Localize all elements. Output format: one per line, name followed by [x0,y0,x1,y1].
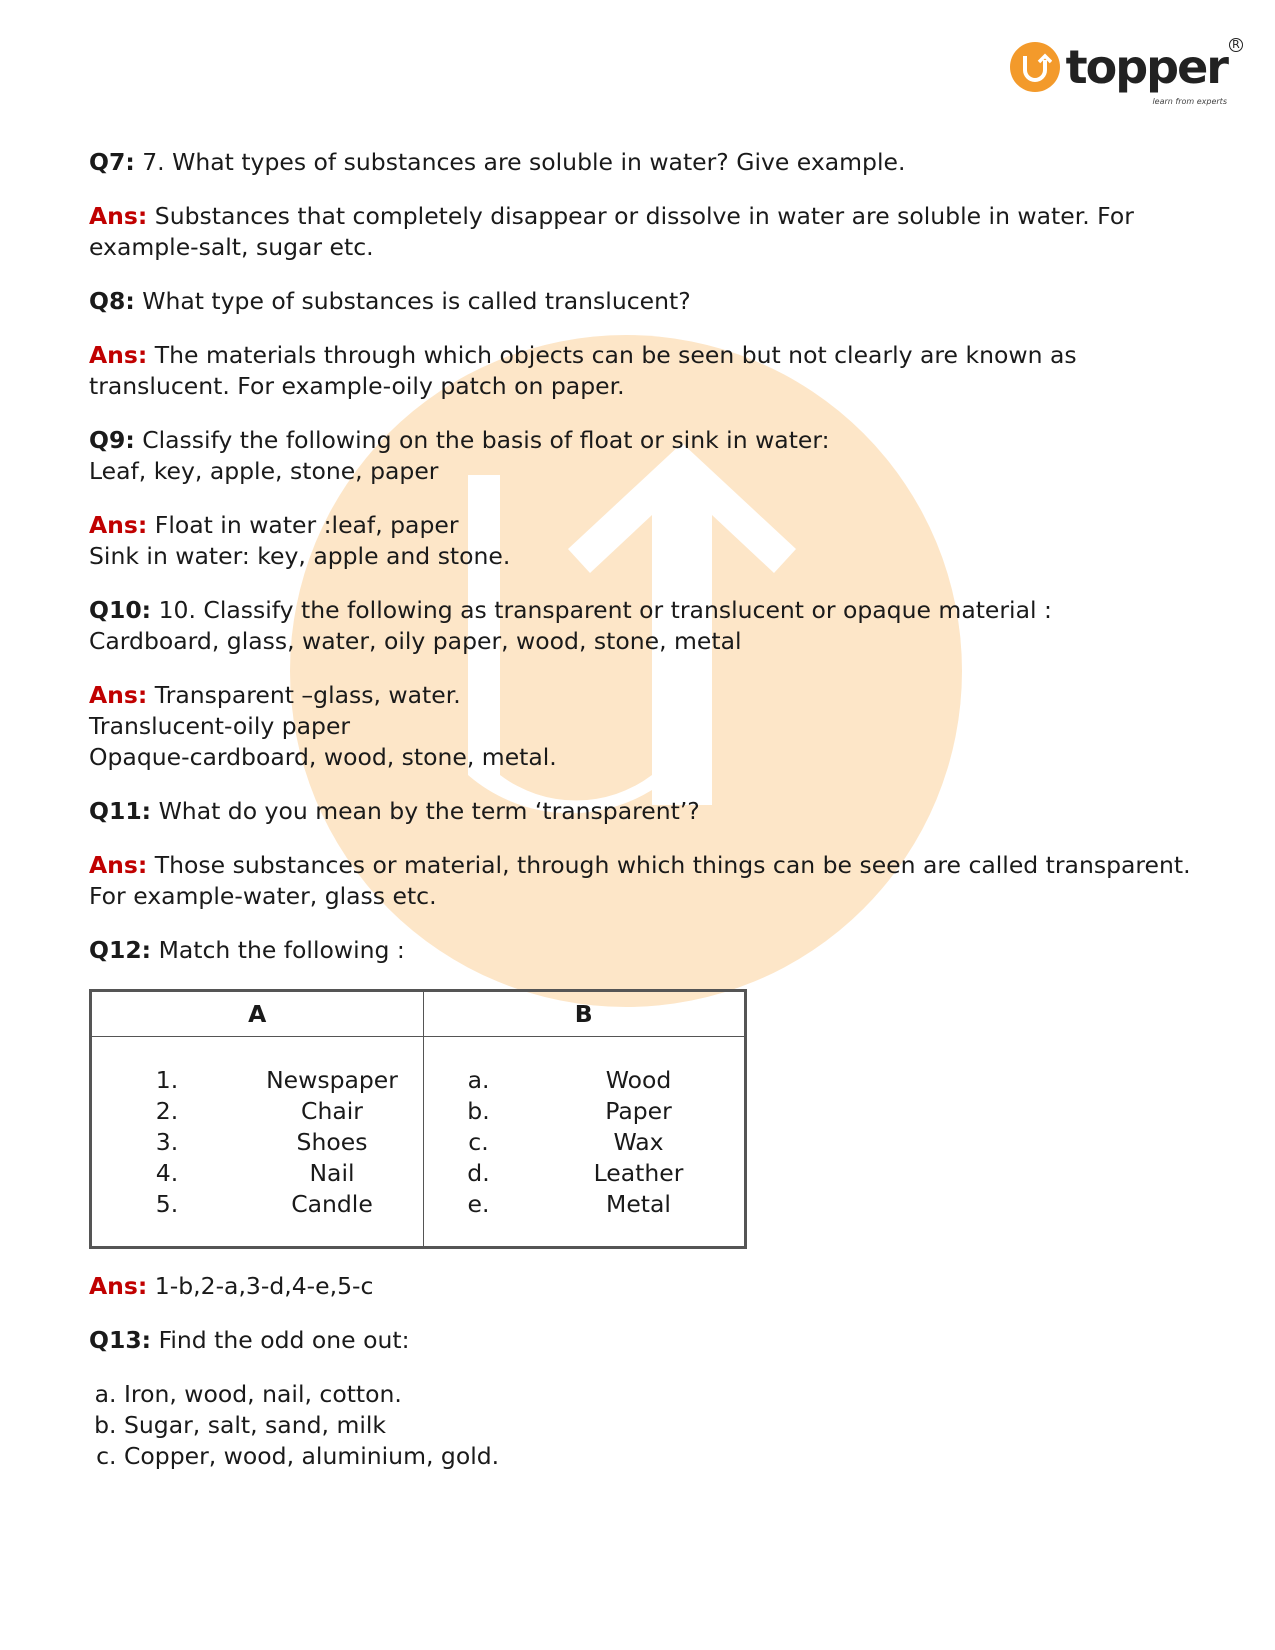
topper-logo-u-icon [1010,42,1060,92]
answer-text: Those substances or material, through which things can be seen are called transparent. For example-water, glass etc. [89,851,1191,910]
question-text: What do you mean by the term ‘transparent’? [158,797,700,825]
question-text: 10. Classify the following as transparent or translucent or opaque material : [158,596,1052,624]
answer-q12 [89,1271,1199,1302]
question-label: Q8: [89,287,135,315]
answer-text: Float in water :leaf, paper [154,511,459,539]
answer-label: Ans: [89,851,148,879]
answer-text-line2: Translucent-oily paper [89,712,351,740]
topper-logo [1010,32,1240,106]
list-item: b. [467,1097,490,1125]
question-q10 [89,595,1199,657]
worksheet-content [89,147,1199,1472]
list-item: d. [467,1159,490,1187]
match-table-header [91,991,746,1037]
answer-label: Ans: [89,511,148,539]
list-item: 2. [155,1097,179,1125]
list-item: 1. [155,1066,179,1094]
answer-text-line3: Opaque-cardboard, wood, stone, metal. [89,743,557,771]
logo-tagline: learn from experts [1152,97,1227,106]
answer-text-line2: Sink in water: key, apple and stone. [89,542,511,570]
column-b-header: B [423,991,746,1037]
list-item: Shoes [296,1128,368,1156]
list-item: Metal [606,1190,671,1218]
question-items: Cardboard, glass, water, oily paper, wood, stone, metal [89,627,742,655]
question-label: Q9: [89,426,135,454]
column-a-cell [91,1037,424,1248]
question-label: Q12: [89,936,152,964]
question-text: 7. What types of substances are soluble in water? Give example. [142,148,906,176]
list-item: Chair [301,1097,363,1125]
question-q9 [89,425,1199,487]
answer-text: 1-b,2-a,3-d,4-e,5-c [154,1272,374,1300]
answer-text: Transparent –glass, water. [154,681,461,709]
list-item: Paper [605,1097,672,1125]
question-q7 [89,147,1199,178]
question-text: Match the following : [158,936,405,964]
answer-text: Substances that completely disappear or dissolve in water are soluble in water. For example-salt, sugar etc. [89,202,1134,261]
registered-mark: R [1229,38,1243,52]
list-item: Wood [605,1066,672,1094]
column-b-cell [423,1037,746,1248]
odd-one-out-list [89,1379,1199,1472]
answer-q9 [89,510,1199,572]
list-item: Wax [613,1128,664,1156]
question-q13 [89,1325,1199,1356]
question-q12 [89,935,1199,966]
list-item: c. Copper, wood, aluminium, gold. [124,1441,1199,1472]
list-item: 3. [155,1128,179,1156]
question-items: Leaf, key, apple, stone, paper [89,457,439,485]
answer-label: Ans: [89,1272,148,1300]
answer-label: Ans: [89,681,148,709]
question-q8 [89,286,1199,317]
list-item: Nail [309,1159,355,1187]
question-text: Classify the following on the basis of float or sink in water: [142,426,830,454]
answer-q11 [89,850,1199,912]
column-b-items [534,1065,744,1220]
list-item: e. [467,1190,490,1218]
column-a-items [242,1065,422,1220]
answer-q8 [89,340,1199,402]
list-item: 4. [155,1159,179,1187]
list-item: Newspaper [266,1066,398,1094]
question-label: Q13: [89,1326,152,1354]
match-table [89,989,747,1249]
list-item: a. [467,1066,490,1094]
answer-label: Ans: [89,202,148,230]
answer-q10 [89,680,1199,773]
list-item: b. Sugar, salt, sand, milk [124,1410,1199,1441]
list-item: 5. [155,1190,179,1218]
question-text: Find the odd one out: [158,1326,410,1354]
list-item: Leather [593,1159,684,1187]
list-item: a. Iron, wood, nail, cotton. [124,1379,1199,1410]
question-label: Q11: [89,797,152,825]
answer-text: The materials through which objects can be seen but not clearly are known as translucent. For example-oily patch on paper. [89,341,1077,400]
question-label: Q7: [89,148,135,176]
column-a-header: A [91,991,424,1037]
list-item: Candle [291,1190,373,1218]
question-q11 [89,796,1199,827]
match-table-body [91,1037,746,1248]
column-a-numbers [92,1065,242,1220]
answer-q7 [89,201,1199,263]
list-item: c. [468,1128,489,1156]
topper-logo-text: topper R learn from experts [1066,44,1227,90]
column-b-letters [424,1065,534,1220]
question-text: What type of substances is called translucent? [142,287,691,315]
question-label: Q10: [89,596,152,624]
answer-label: Ans: [89,341,148,369]
